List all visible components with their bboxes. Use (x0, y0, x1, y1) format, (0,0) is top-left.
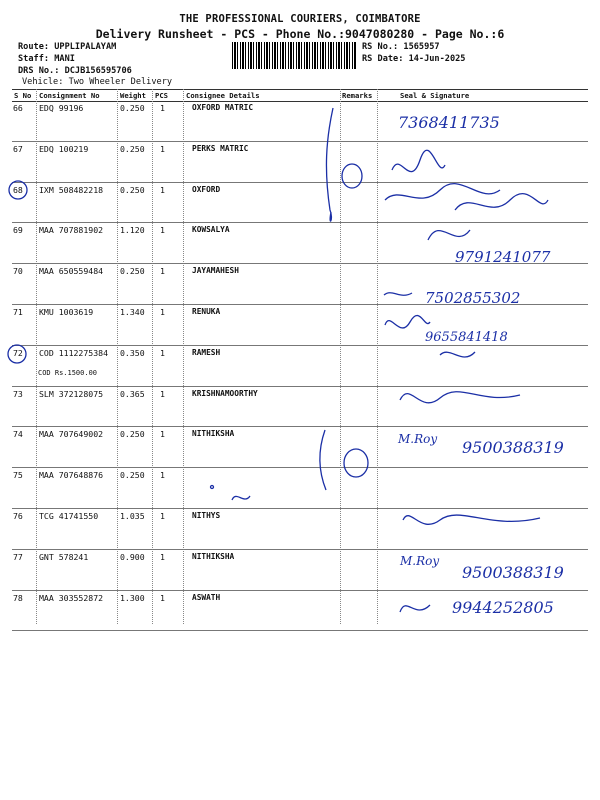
row-consignment-no: EDQ 99196 (39, 103, 84, 113)
row-weight: 0.250 (120, 266, 145, 277)
row-divider (12, 508, 588, 509)
signature-76 (403, 515, 540, 524)
row-pcs: 1 (160, 266, 165, 277)
row-weight: 0.250 (120, 470, 145, 481)
col-header-consignment: Consignment No (39, 91, 100, 100)
col-divider (377, 89, 378, 624)
cod-amount-note: COD Rs.1500.00 (38, 369, 98, 377)
col-divider (183, 89, 184, 624)
row-consignee: KOWSALYA (192, 225, 230, 235)
col-divider (152, 89, 153, 624)
row-consignment-no: GNT 578241 (39, 551, 89, 562)
handwritten-phone: 7502855302 (425, 289, 521, 307)
row-weight: 0.250 (120, 184, 145, 195)
route-label: Route: UPPLIPALAYAM (18, 42, 117, 52)
signature-67 (392, 150, 445, 171)
row-consignment-no: MAA 707648876 (39, 470, 104, 481)
signature-68 (385, 184, 500, 200)
row-pcs: 1 (160, 551, 165, 562)
signature-71 (385, 316, 430, 328)
handwritten-phone: 9944252805 (452, 598, 554, 617)
row-divider (12, 549, 588, 550)
col-header-remarks: Remarks (342, 91, 373, 100)
col-divider (36, 89, 37, 624)
row-consignment-no: MAA 650559484 (39, 266, 104, 277)
row-weight: 1.120 (120, 225, 145, 236)
signature-78 (400, 605, 430, 612)
col-header-weight: Weight (120, 91, 146, 100)
row-consignee: KRISHNAMOORTHY (192, 388, 258, 398)
row-sno: 68 (13, 184, 23, 195)
row-weight: 0.250 (120, 143, 145, 154)
handwritten-phone: 9655841418 (425, 330, 508, 345)
row-pcs: 1 (160, 470, 165, 481)
row-pcs: 1 (160, 592, 165, 603)
row-pcs: 1 (160, 103, 165, 113)
runsheet-subtitle: Delivery Runsheet - PCS - Phone No.:9047080280 - Page No.:6 (95, 27, 505, 41)
row-consignee: PERKS MATRIC (192, 143, 249, 153)
row-sno: 70 (13, 266, 23, 277)
row-sno: 72 (13, 347, 23, 358)
row-sno: 76 (13, 511, 23, 521)
row-consignment-no: MAA 707881902 (39, 225, 104, 236)
row-weight: 1.340 (120, 307, 145, 317)
row-weight: 0.250 (120, 103, 145, 113)
remarks-bracket (326, 108, 333, 221)
handwritten-initials: M.Roy (400, 554, 440, 568)
row-divider (12, 467, 588, 468)
vehicle-label: Vehicle: Two Wheeler Delivery (22, 77, 173, 87)
row-consignment-no: SLM 372128075 (39, 388, 104, 399)
handwritten-phone: 9500388319 (462, 563, 564, 582)
row-weight: 0.365 (120, 388, 145, 399)
handwritten-phone: 9500388319 (462, 438, 564, 457)
handwritten-phone: 9791241077 (455, 248, 551, 266)
company-title: THE PROFESSIONAL COURIERS, COIMBATORE (179, 13, 421, 25)
table-top-rule (12, 89, 588, 90)
header-rule (12, 101, 588, 102)
row-divider (12, 141, 588, 142)
row-weight: 0.250 (120, 429, 145, 440)
row-divider (12, 590, 588, 591)
row-consignee: OXFORD (192, 184, 221, 194)
row-divider (12, 386, 588, 387)
row-pcs: 1 (160, 511, 165, 521)
row-consignee: RAMESH (192, 347, 221, 357)
signature-70 (384, 293, 412, 296)
col-header-sno: S No (14, 91, 32, 100)
row-consignee: NITHIKSHA (192, 551, 235, 561)
remarks-scribble (342, 164, 362, 188)
row-sno: 67 (13, 143, 23, 154)
row-divider (12, 222, 588, 223)
col-divider (340, 89, 341, 624)
handwritten-phone: 7368411735 (398, 113, 500, 132)
row-weight: 1.300 (120, 592, 145, 603)
row-divider (12, 426, 588, 427)
row-consignment-no: MAA 707649002 (39, 429, 104, 440)
signature-68b (455, 194, 548, 210)
remarks-scribble-75 (344, 449, 368, 477)
signature-72 (440, 352, 475, 357)
row-sno: 74 (13, 429, 23, 440)
row-consignee: ASWATH (192, 592, 221, 602)
row-consignment-no: TCG 41741550 (39, 511, 99, 521)
row-divider (12, 630, 588, 631)
row-pcs: 1 (160, 143, 165, 154)
row-pcs: 1 (160, 225, 165, 236)
row-consignee: OXFORD MATRIC (192, 103, 254, 112)
row-sno: 75 (13, 470, 23, 481)
row-consignee: NITHIKSHA (192, 429, 235, 439)
row-sno: 71 (13, 307, 23, 317)
remarks-bracket-74 (320, 430, 326, 490)
col-header-pcs: PCS (155, 91, 168, 100)
row-sno: 66 (13, 103, 23, 113)
row-weight: 1.035 (120, 511, 145, 521)
col-header-consignee: Consignee Details (186, 91, 260, 100)
row-pcs: 1 (160, 184, 165, 195)
row-consignment-no: MAA 303552872 (39, 592, 104, 603)
row-consignee: JAYAMAHESH (192, 266, 239, 276)
row-pcs: 1 (160, 429, 165, 440)
ink-dot (211, 486, 214, 489)
row-consignment-no: EDQ 100219 (39, 143, 89, 154)
row-pcs: 1 (160, 388, 165, 399)
row-sno: 78 (13, 592, 23, 603)
barcode (232, 42, 356, 69)
row-consignment-no: KMU 1003619 (39, 307, 94, 317)
row-sno: 77 (13, 551, 23, 562)
rs-number: RS No.: 1565957 (362, 42, 440, 52)
row-divider (12, 182, 588, 183)
row-sno: 73 (13, 388, 23, 399)
signature-69 (428, 230, 470, 240)
rs-date: RS Date: 14-Jun-2025 (362, 54, 466, 64)
signature-73 (400, 392, 520, 403)
row-weight: 0.350 (120, 347, 145, 358)
drs-number: DRS No.: DCJB156595706 (18, 66, 132, 76)
row-pcs: 1 (160, 307, 165, 317)
col-divider (117, 89, 118, 624)
col-header-signature: Seal & Signature (400, 91, 470, 100)
row-weight: 0.900 (120, 551, 145, 562)
row-consignee: NITHYS (192, 511, 221, 520)
handwritten-initials: M.Roy (398, 432, 438, 446)
row-consignment-no: COD 1112275384 (39, 347, 109, 358)
row-pcs: 1 (160, 347, 165, 358)
row-consignee: RENUKA (192, 307, 221, 316)
staff-label: Staff: MANI (18, 54, 75, 64)
ink-mark-76 (232, 496, 250, 500)
row-consignment-no: IXM 508482218 (39, 184, 104, 195)
row-sno: 69 (13, 225, 23, 236)
